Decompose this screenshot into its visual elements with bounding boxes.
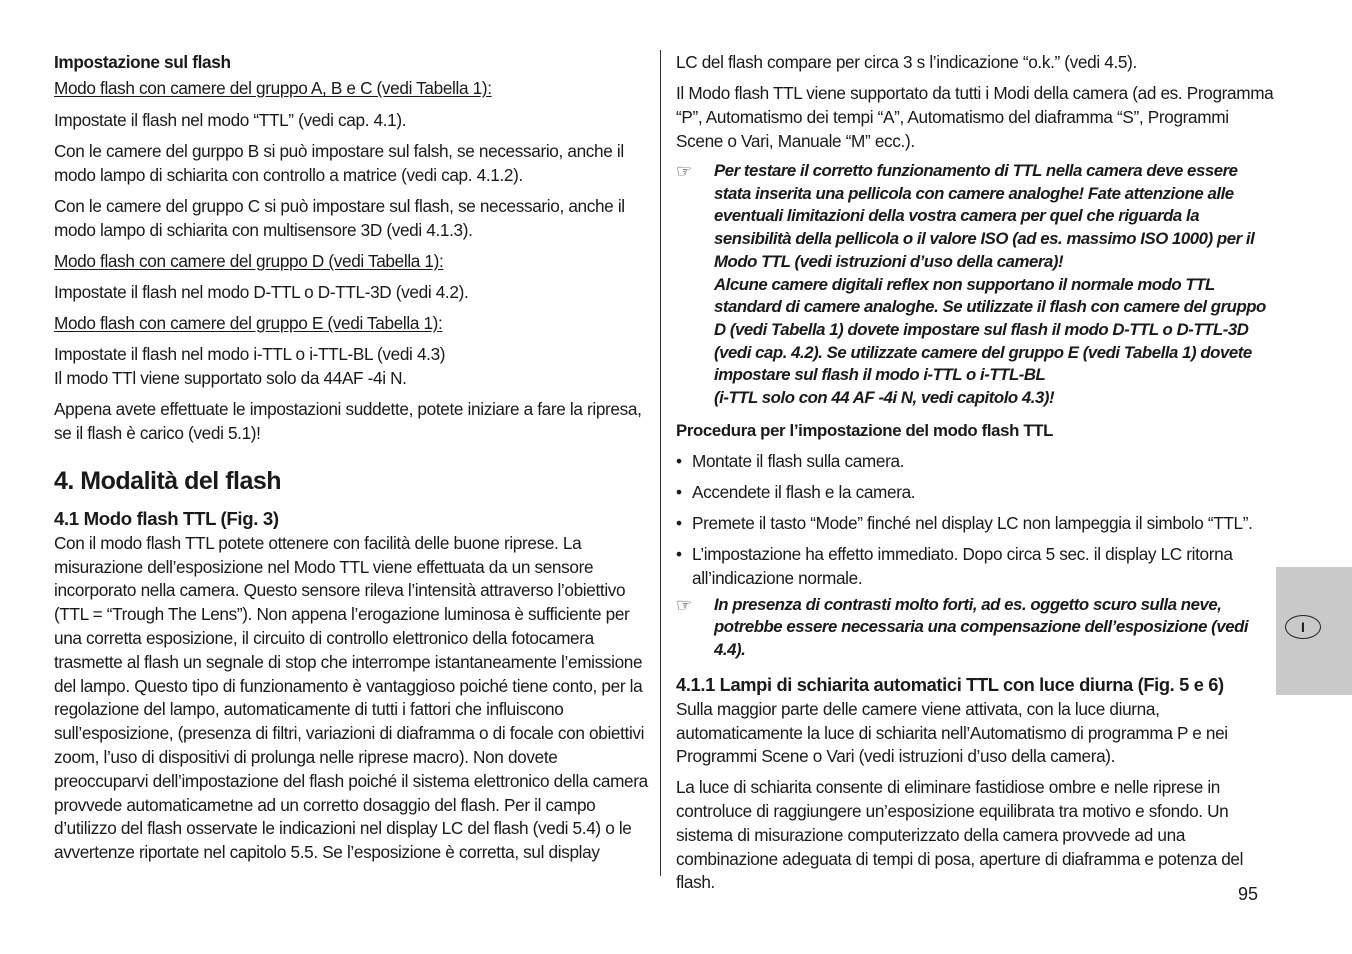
left-column bbox=[54, 50, 654, 865]
pointing-hand-icon: ☞ bbox=[676, 161, 692, 181]
paragraph: La luce di schiarita consente di eliminare fastidiose ombre e nelle riprese in controluce di raggiungere un’esposizione equilibrata tra motivo e sfondo. Un sistema di misurazione computerizzato della camera provvede ad una combinazione adeguata di tempi di posa, aperture di diaframma e potenza del flash. bbox=[676, 777, 1244, 893]
paragraph: Appena avete effettuate le impostazioni suddette, potete iniziare a fare la ripresa, se il flash è carico (vedi 5.1)! bbox=[54, 398, 642, 443]
subheading-group-e: Modo flash con camere del gruppo E (vedi Tabella 1): bbox=[54, 312, 443, 333]
bullet-icon: • bbox=[676, 450, 682, 471]
paragraph bbox=[54, 342, 654, 390]
note-box bbox=[676, 160, 1276, 410]
list-item bbox=[676, 480, 1276, 504]
list-item-text: Premete il tasto “Mode” finché nel display LC non lampeggia il simbolo “TTL”. bbox=[692, 512, 1253, 533]
section-heading-4-1: 4.1 Modo flash TTL (Fig. 3) bbox=[54, 507, 279, 529]
note-paragraph: Per testare il corretto funzionamento di TTL nella camera deve essere stata inserita una pellicola con camere analoghe! Fate attenzione alle eventuali limitazioni della vostra camera per quel che riguarda la sensibilità della pellicola o il valore ISO (ad es. massimo ISO 1000) per il Modo TTL (vedi istruzioni d’uso della camera)! bbox=[714, 161, 1255, 271]
list-item-text: Accendete il flash e la camera. bbox=[692, 481, 916, 502]
heading-impostazione: Impostazione sul flash bbox=[54, 52, 231, 72]
language-tab bbox=[1276, 567, 1352, 695]
right-column bbox=[676, 50, 1276, 895]
paragraph: Impostate il flash nel modo D-TTL o D-TTL-3D (vedi 4.2). bbox=[54, 281, 469, 302]
paragraph: Con le camere del gurppo B si può impostare sul falsh, se necessario, anche il modo lampo di schiarita con controllo a matrice (vedi cap. 4.1.2). bbox=[54, 140, 624, 185]
list-item bbox=[676, 542, 1276, 590]
paragraph: LC del flash compare per circa 3 s l’indicazione “o.k.” (vedi 4.5). bbox=[676, 52, 1137, 72]
note-paragraph: Alcune camere digitali reflex non supportano il normale modo TTL standard di camere analoghe. Se utilizzate il flash con camere del gruppo D (vedi Tabella 1) dovete impostare sul flash il modo D-TTL o D-TTL-3D (vedi cap. 4.2). Se utilizzate camere del gruppo E (vedi Tabella 1) dovete impostare sul flash il modo i-TTL o i-TTL-BL bbox=[714, 274, 1266, 385]
list-item-text: Montate il flash sulla camera. bbox=[692, 450, 905, 471]
subheading-group-d: Modo flash con camere del gruppo D (vedi Tabella 1): bbox=[54, 250, 444, 271]
paragraph: Impostate il flash nel modo “TTL” (vedi cap. 4.1). bbox=[54, 109, 407, 130]
section-heading-modalita: 4. Modalità del flash bbox=[54, 466, 282, 495]
text-line: Il modo TTl viene supportato solo da 44AF -4i N. bbox=[54, 367, 407, 388]
paragraph: Il Modo flash TTL viene supportato da tutti i Modi della camera (ad es. Programma “P”, Automatismo dei tempi “A”, Automatismo del diaframma “S”, Programmi Scene o Vari, Manuale “M” ecc.). bbox=[676, 83, 1274, 151]
bullet-icon: • bbox=[676, 543, 682, 564]
note-text bbox=[714, 160, 1276, 410]
section-heading-4-1-1: 4.1.1 Lampi di schiarita automatici TTL con luce diurna (Fig. 5 e 6) bbox=[676, 673, 1224, 695]
bullet-icon: • bbox=[676, 512, 682, 533]
subheading-group-abc: Modo flash con camere del gruppo A, B e C (vedi Tabella 1): bbox=[54, 78, 492, 98]
bullet-icon: • bbox=[676, 481, 682, 502]
page-number: 95 bbox=[1238, 884, 1259, 904]
paragraph: Con le camere del gruppo C si può impostare sul flash, se necessario, anche il modo lampo di schiarita con multisensore 3D (vedi 4.1.3). bbox=[54, 195, 625, 240]
paragraph: Sulla maggior parte delle camere viene attivata, con la luce diurna, automaticamente la luce di schiarita nell’Automatismo di programma P e nei Programmi Scene o Vari (vedi istruzioni d’uso della camera). bbox=[676, 698, 1228, 767]
list-item-text: L’impostazione ha effetto immediato. Dopo circa 5 sec. il display LC ritorna all’indicazione normale. bbox=[692, 543, 1233, 588]
heading-procedura: Procedura per l’impostazione del modo flash TTL bbox=[676, 420, 1054, 440]
language-badge: I bbox=[1285, 615, 1321, 639]
pointing-hand-icon: ☞ bbox=[676, 594, 692, 615]
text-line: Impostate il flash nel modo i-TTL o i-TTL-BL (vedi 4.3) bbox=[54, 343, 446, 364]
column-divider bbox=[660, 50, 661, 876]
note-text: In presenza di contrasti molto forti, ad es. oggetto scuro sulla neve, potrebbe essere necessaria una compensazione dell’esposizione (vedi 4.4). bbox=[714, 594, 1249, 660]
note-paragraph: (i-TTL solo con 44 AF -4i N, vedi capitolo 4.3)! bbox=[714, 388, 1055, 408]
list-item bbox=[676, 449, 1276, 473]
note-box bbox=[676, 594, 1276, 662]
paragraph: Con il modo flash TTL potete ottenere con facilità delle buone riprese. La misurazione dell’esposizione nel Modo TTL viene effettuata da un sensore incorporato nella camera. Questo sensore rileva l’intensità attraverso l’obiettivo (TTL = “Trough The Lens”). Non appena l’erogazione luminosa è sufficiente per una corretta esposizione, il circuito di controllo elettronico della fotocamera trasmette al flash un segnale di stop che interrompe istantaneamente l’emissione del lampo. Questo tipo di funzionamento è vantaggioso poiché tiene conto, per la regolazione del lampo, automaticamente di tutti i fattori che influiscono sull’esposizione, (presenza di filtri, variazioni di diaframma o di focale con obiettivi zoom, l’uso di dispositivi di prolunga nelle riprese macro). Non dovete preoccuparvi dell’impostazione del flash poiché il sistema elettronico della camera provvede automaticametne ad un corretto dosaggio del flash. Per il campo d’utilizzo del flash osservate le indicazioni nel display LC del flash (vedi 5.4) o le avvertenze riportate nel capitolo 5.5. Se l’esposizione è corretta, sul display bbox=[54, 532, 648, 863]
list-item bbox=[676, 511, 1276, 535]
